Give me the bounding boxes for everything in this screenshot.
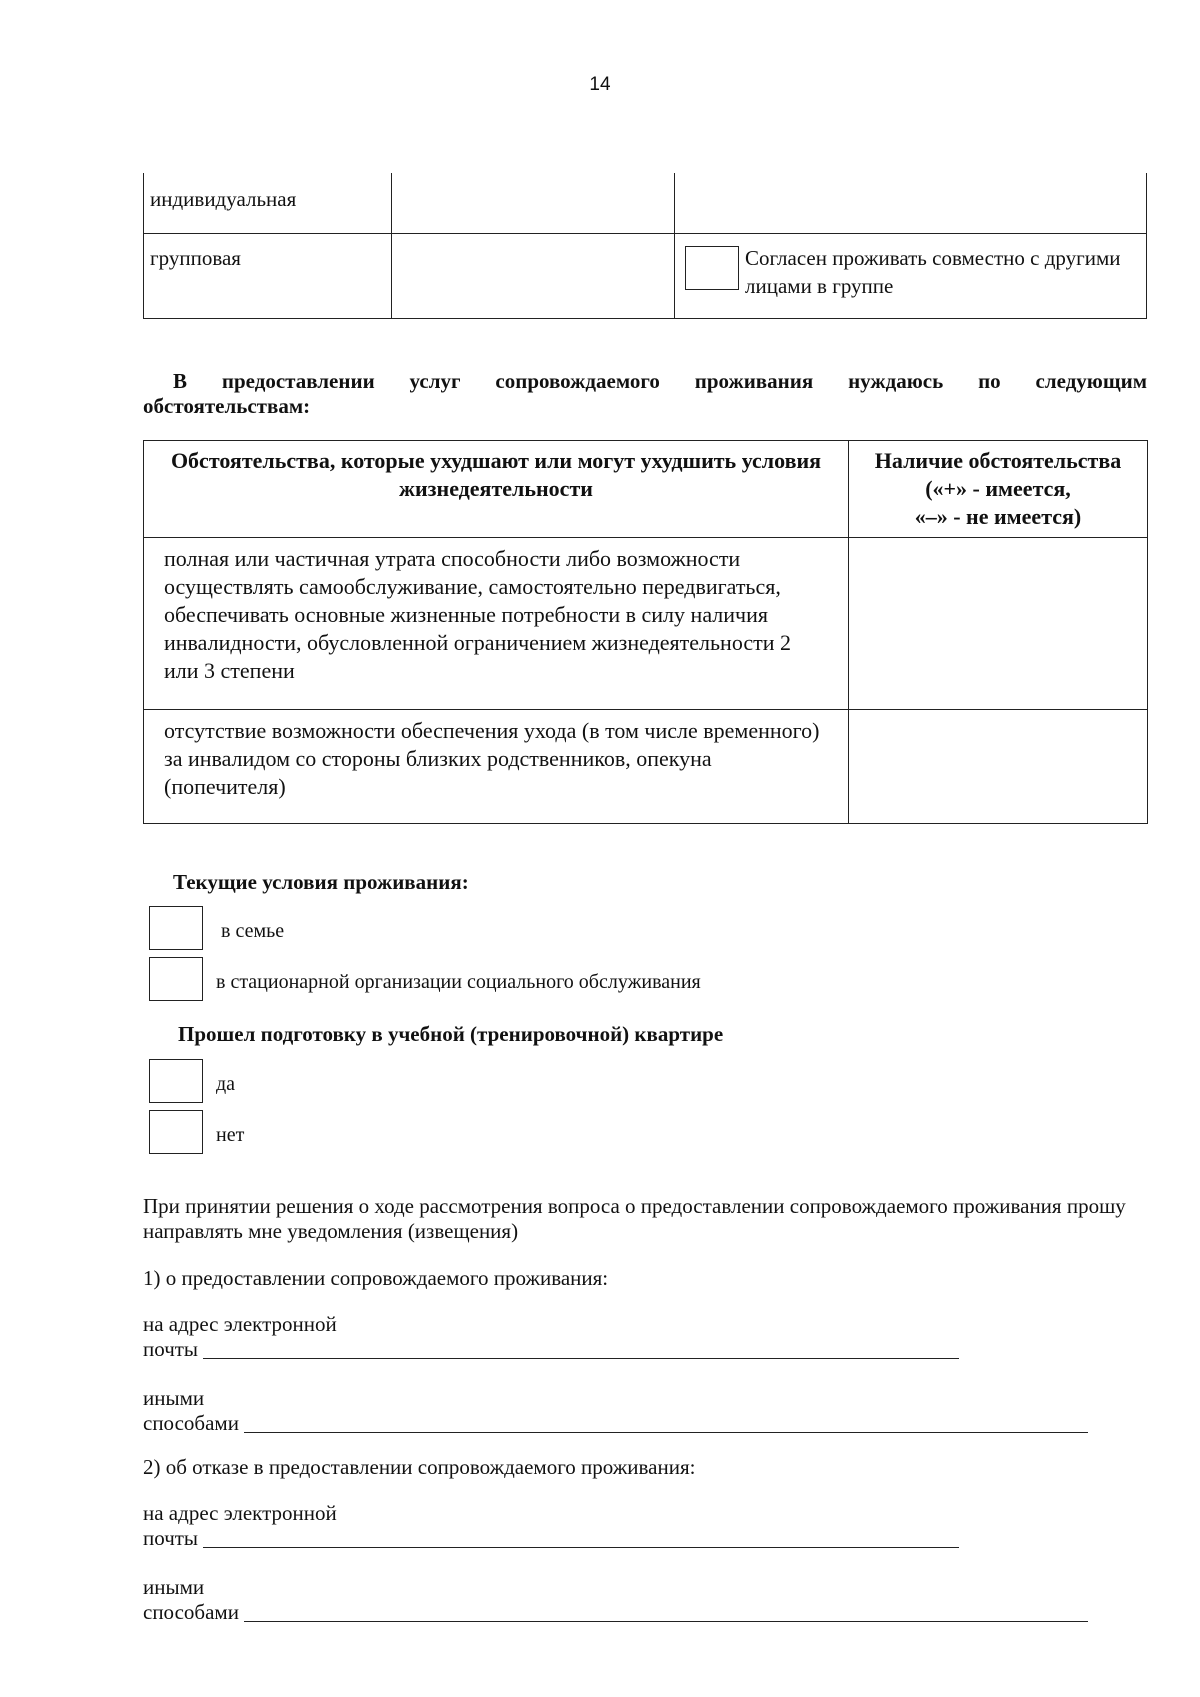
email-label bbox=[143, 1501, 337, 1551]
living-form-label: групповая bbox=[144, 234, 392, 319]
in-family-label: в семье bbox=[221, 920, 285, 942]
circumstance-text: полная или частичная утрата способности либо возможности осуществлять самообслуживание, самостоятельно передвигаться, обеспечивать основные жизненные потребности в силу наличия инвалидности, обусловленной ограничением жизнедеятельности 2 или 3 степени bbox=[144, 538, 849, 710]
table-row bbox=[144, 173, 1147, 234]
training-yes-label: да bbox=[216, 1073, 236, 1095]
email-label-line: на адрес электронной bbox=[143, 1501, 337, 1525]
email-input-line[interactable] bbox=[203, 1547, 959, 1548]
circumstance-text: отсутствие возможности обеспечения ухода (в том числе временного) за инвалидом со стороны близких родственников, опекуна (попечителя) bbox=[144, 710, 849, 824]
circumstances-table bbox=[143, 440, 1148, 824]
stationary-org-label: в стационарной организации социального обслуживания bbox=[216, 971, 701, 993]
other-ways-input-line[interactable] bbox=[244, 1432, 1088, 1433]
other-ways-label-line: иными bbox=[143, 1386, 205, 1410]
table-row bbox=[144, 234, 1147, 319]
presence-input-cell[interactable] bbox=[849, 710, 1148, 824]
living-form-cell bbox=[392, 173, 675, 234]
living-form-cell bbox=[675, 234, 1147, 319]
living-form-table bbox=[143, 173, 1147, 319]
email-input-line[interactable] bbox=[203, 1358, 959, 1359]
living-form-cell bbox=[392, 234, 675, 319]
other-ways-label-line: иными bbox=[143, 1575, 205, 1599]
notification-intro: При принятии решения о ходе рассмотрения вопроса о предоставлении сопровождаемого проживания прошу направлять мне уведомления (извещения) bbox=[143, 1194, 1126, 1243]
email-label bbox=[143, 1312, 337, 1362]
training-no-checkbox[interactable] bbox=[149, 1110, 203, 1154]
email-label-line: на адрес электронной bbox=[143, 1312, 337, 1336]
current-conditions-title: Текущие условия проживания: bbox=[173, 870, 469, 894]
circumstances-intro-line: В предоставлении услуг сопровождаемого проживания нуждаюсь по следующим bbox=[173, 369, 1147, 393]
table-header-row bbox=[144, 441, 1148, 538]
group-consent-label: Согласен проживать совместно с другими лицами в группе bbox=[745, 246, 1121, 298]
notification-item-grant: 1) о предоставлении сопровождаемого проживания: bbox=[143, 1266, 609, 1290]
other-ways-label bbox=[143, 1575, 239, 1625]
living-form-label: индивидуальная bbox=[144, 173, 392, 234]
other-ways-label-line: способами bbox=[143, 1600, 239, 1624]
other-ways-label-line: способами bbox=[143, 1411, 239, 1435]
presence-header-line: Наличие обстоятельства bbox=[874, 448, 1122, 473]
table-row bbox=[144, 710, 1148, 824]
group-consent bbox=[681, 244, 1140, 300]
in-family-checkbox[interactable] bbox=[149, 906, 203, 950]
group-consent-checkbox[interactable] bbox=[685, 246, 739, 290]
circumstances-intro bbox=[143, 369, 1147, 419]
circumstances-intro-line: обстоятельствам: bbox=[143, 394, 311, 418]
presence-header bbox=[849, 441, 1148, 538]
notification-item-refusal: 2) об отказе в предоставлении сопровождаемого проживания: bbox=[143, 1455, 696, 1479]
other-ways-input-line[interactable] bbox=[244, 1621, 1088, 1622]
training-no-label: нет bbox=[216, 1124, 245, 1146]
circumstance-header: Обстоятельства, которые ухудшают или могут ухудшить условия жизнедеятельности bbox=[144, 441, 849, 538]
page-number: 14 bbox=[589, 74, 611, 95]
presence-input-cell[interactable] bbox=[849, 538, 1148, 710]
presence-header-line: «–» - не имеется) bbox=[914, 504, 1082, 529]
email-label-line: почты bbox=[143, 1337, 199, 1361]
training-title: Прошел подготовку в учебной (тренировочной) квартире bbox=[178, 1022, 724, 1046]
training-yes-checkbox[interactable] bbox=[149, 1059, 203, 1103]
stationary-org-checkbox[interactable] bbox=[149, 957, 203, 1001]
living-form-cell bbox=[675, 173, 1147, 234]
other-ways-label bbox=[143, 1386, 239, 1436]
table-row bbox=[144, 538, 1148, 710]
presence-header-line: («+» - имеется, bbox=[925, 476, 1071, 501]
email-label-line: почты bbox=[143, 1526, 199, 1550]
